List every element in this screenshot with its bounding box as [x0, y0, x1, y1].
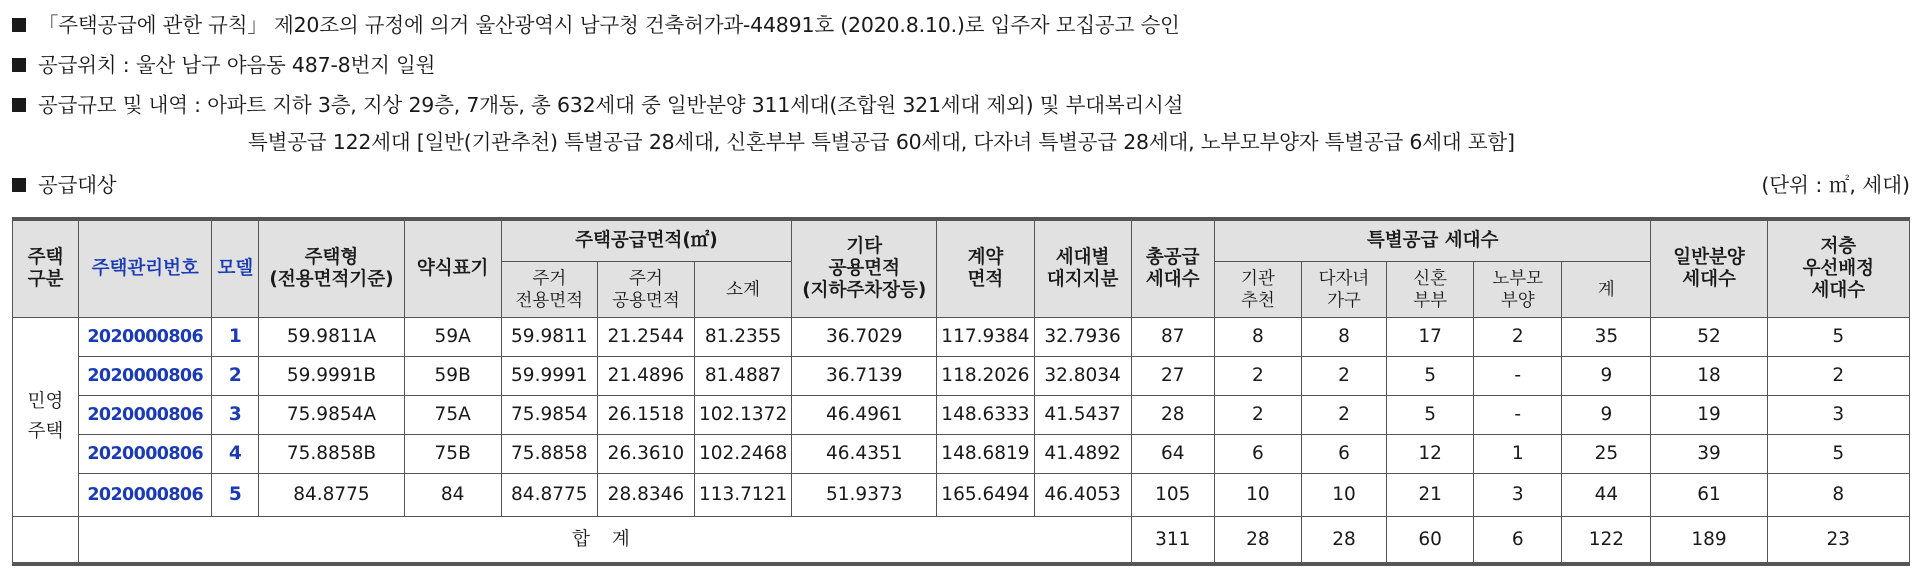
housing-type-cell: 59.9811A [259, 318, 404, 357]
unit-label: (단위 : ㎡, 세대) [1761, 173, 1910, 197]
abbr-cell: 59A [404, 318, 501, 357]
institution-cell: 2 [1214, 357, 1301, 396]
general-sale-sum: 189 [1651, 517, 1767, 565]
approval-notice-line [12, 12, 1180, 38]
abbr-cell: 75B [404, 435, 501, 474]
contract-area-cell: 148.6819 [937, 435, 1034, 474]
newlywed-cell: 17 [1387, 318, 1474, 357]
elderly-cell: 1 [1474, 435, 1562, 474]
exclusive-area-cell: 75.9854 [501, 396, 597, 435]
total-supply-cell: 87 [1131, 318, 1214, 357]
supply-location-line [12, 52, 435, 78]
header-housing-type: 주택형 (전용면적기준) [259, 219, 404, 318]
table-row [13, 318, 1910, 357]
newlywed-cell: 5 [1387, 357, 1474, 396]
header-abbr: 약식표기 [404, 219, 501, 318]
table-row [13, 474, 1910, 517]
special-sum-total: 122 [1562, 517, 1651, 565]
header-multi-child: 다자녀 가구 [1301, 262, 1386, 318]
special-sum-cell: 35 [1562, 318, 1651, 357]
contract-area-cell: 117.9384 [937, 318, 1034, 357]
institution-cell: 2 [1214, 396, 1301, 435]
general-sale-cell: 19 [1651, 396, 1767, 435]
contract-area-cell: 118.2026 [937, 357, 1034, 396]
abbr-cell: 59B [404, 357, 501, 396]
header-mgmt-no: 주택관리번호 [79, 219, 212, 318]
abbr-cell: 84 [404, 474, 501, 517]
header-special-sum: 계 [1562, 262, 1651, 318]
institution-sum: 28 [1214, 517, 1301, 565]
elderly-cell: - [1474, 396, 1562, 435]
general-sale-cell: 39 [1651, 435, 1767, 474]
subtotal-cell: 81.2355 [695, 318, 792, 357]
special-supply-text: 특별공급 122세대 [일반(기관추천) 특별공급 28세대, 신혼부부 특별공급 60세대, 다자녀 특별공급 28세대, 노부모부양자 특별공급 6세대 포함] [248, 130, 1515, 154]
mgmt-no-cell: 2020000806 [79, 357, 212, 396]
newlywed-cell: 21 [1387, 474, 1474, 517]
general-sale-cell: 52 [1651, 318, 1767, 357]
multi-child-cell: 2 [1301, 396, 1386, 435]
housing-type-cell: 59.9991B [259, 357, 404, 396]
approval-notice-text: 「주택공급에 관한 규칙」 제20조의 규정에 의거 울산광역시 남구청 건축허가과-44891호 (2020.8.10.)로 입주자 모집공고 승인 [38, 13, 1180, 37]
subtotal-cell: 81.4887 [695, 357, 792, 396]
elderly-cell: - [1474, 357, 1562, 396]
mgmt-no-cell: 2020000806 [79, 396, 212, 435]
header-supply-area: 주택공급면적(㎡) [501, 219, 791, 262]
housing-category-cell: 민영 주택 [13, 318, 79, 517]
exclusive-area-cell: 84.8775 [501, 474, 597, 517]
header-model: 모델 [212, 219, 259, 318]
land-share-cell: 32.7936 [1034, 318, 1131, 357]
mgmt-no-cell: 2020000806 [79, 474, 212, 517]
header-common-area: 주거 공용면적 [597, 262, 694, 318]
common-area-cell: 26.1518 [597, 396, 694, 435]
newlywed-cell: 5 [1387, 396, 1474, 435]
header-total-supply: 총공급 세대수 [1131, 219, 1214, 318]
general-sale-cell: 18 [1651, 357, 1767, 396]
multi-child-cell: 10 [1301, 474, 1386, 517]
housing-type-cell: 75.8858B [259, 435, 404, 474]
section-title-line [12, 172, 116, 198]
contract-area-cell: 148.6333 [937, 396, 1034, 435]
common-area-cell: 26.3610 [597, 435, 694, 474]
header-subtotal: 소계 [695, 262, 792, 318]
header-row [13, 219, 1910, 262]
land-share-cell: 32.8034 [1034, 357, 1131, 396]
supply-scale-text: 공급규모 및 내역 : 아파트 지하 3층, 지상 29층, 7개동, 총 632세대 중 일반분양 311세대(조합원 321세대 제외) 및 부대복리시설 [38, 93, 1184, 117]
subtotal-cell: 102.2468 [695, 435, 792, 474]
square-bullet-icon [12, 98, 26, 112]
other-area-cell: 36.7139 [792, 357, 937, 396]
header-other-common-area: 기타 공용면적 (지하주차장등) [792, 219, 937, 318]
low-floor-cell: 3 [1767, 396, 1909, 435]
total-supply-cell: 105 [1131, 474, 1214, 517]
total-supply-cell: 64 [1131, 435, 1214, 474]
square-bullet-icon [12, 18, 26, 32]
general-sale-cell: 61 [1651, 474, 1767, 517]
table-row [13, 396, 1910, 435]
common-area-cell: 21.4896 [597, 357, 694, 396]
header-elderly: 노부모 부양 [1474, 262, 1562, 318]
housing-type-cell: 84.8775 [259, 474, 404, 517]
common-area-cell: 28.8346 [597, 474, 694, 517]
low-floor-cell: 5 [1767, 318, 1909, 357]
header-institution: 기관 추천 [1214, 262, 1301, 318]
low-floor-cell: 2 [1767, 357, 1909, 396]
totals-blank-cell [13, 517, 79, 565]
newlywed-cell: 12 [1387, 435, 1474, 474]
institution-cell: 8 [1214, 318, 1301, 357]
exclusive-area-cell: 59.9991 [501, 357, 597, 396]
contract-area-cell: 165.6494 [937, 474, 1034, 517]
total-supply-cell: 27 [1131, 357, 1214, 396]
elderly-sum: 6 [1474, 517, 1562, 565]
low-floor-sum: 23 [1767, 517, 1909, 565]
supply-location-text: 공급위치 : 울산 남구 야음동 487-8번지 일원 [38, 53, 436, 77]
land-share-cell: 41.5437 [1034, 396, 1131, 435]
other-area-cell: 36.7029 [792, 318, 937, 357]
model-cell: 3 [212, 396, 259, 435]
header-contract-area: 계약 면적 [937, 219, 1034, 318]
elderly-cell: 2 [1474, 318, 1562, 357]
exclusive-area-cell: 75.8858 [501, 435, 597, 474]
header-low-floor: 저층 우선배정 세대수 [1767, 219, 1909, 318]
special-sum-cell: 9 [1562, 357, 1651, 396]
institution-cell: 6 [1214, 435, 1301, 474]
other-area-cell: 46.4351 [792, 435, 937, 474]
institution-cell: 10 [1214, 474, 1301, 517]
elderly-cell: 3 [1474, 474, 1562, 517]
table-row [13, 435, 1910, 474]
land-share-cell: 41.4892 [1034, 435, 1131, 474]
square-bullet-icon [12, 178, 26, 192]
model-cell: 4 [212, 435, 259, 474]
header-housing-category: 주택 구분 [13, 219, 79, 318]
other-area-cell: 51.9373 [792, 474, 937, 517]
header-newlywed: 신혼 부부 [1387, 262, 1474, 318]
special-sum-cell: 25 [1562, 435, 1651, 474]
supply-table [12, 217, 1910, 566]
total-supply-cell: 28 [1131, 396, 1214, 435]
totals-row [13, 517, 1910, 565]
subtotal-cell: 113.7121 [695, 474, 792, 517]
abbr-cell: 75A [404, 396, 501, 435]
special-sum-cell: 9 [1562, 396, 1651, 435]
model-cell: 5 [212, 474, 259, 517]
subtotal-cell: 102.1372 [695, 396, 792, 435]
common-area-cell: 21.2544 [597, 318, 694, 357]
header-land-share: 세대별 대지지분 [1034, 219, 1131, 318]
model-cell: 2 [212, 357, 259, 396]
exclusive-area-cell: 59.9811 [501, 318, 597, 357]
other-area-cell: 46.4961 [792, 396, 937, 435]
header-exclusive-area: 주거 전용면적 [501, 262, 597, 318]
multi-child-cell: 2 [1301, 357, 1386, 396]
mgmt-no-cell: 2020000806 [79, 435, 212, 474]
totals-label: 합 계 [79, 517, 1132, 565]
land-share-cell: 46.4053 [1034, 474, 1131, 517]
low-floor-cell: 5 [1767, 435, 1909, 474]
special-sum-cell: 44 [1562, 474, 1651, 517]
model-cell: 1 [212, 318, 259, 357]
multi-child-cell: 8 [1301, 318, 1386, 357]
total-supply-sum: 311 [1131, 517, 1214, 565]
supply-scale-line [12, 92, 1183, 118]
multi-child-cell: 6 [1301, 435, 1386, 474]
multi-child-sum: 28 [1301, 517, 1386, 565]
square-bullet-icon [12, 58, 26, 72]
housing-type-cell: 75.9854A [259, 396, 404, 435]
section-title: 공급대상 [38, 173, 117, 197]
table-row [13, 357, 1910, 396]
header-general-sale: 일반분양 세대수 [1651, 219, 1767, 318]
header-special-supply: 특별공급 세대수 [1214, 219, 1651, 262]
newlywed-sum: 60 [1387, 517, 1474, 565]
mgmt-no-cell: 2020000806 [79, 318, 212, 357]
low-floor-cell: 8 [1767, 474, 1909, 517]
